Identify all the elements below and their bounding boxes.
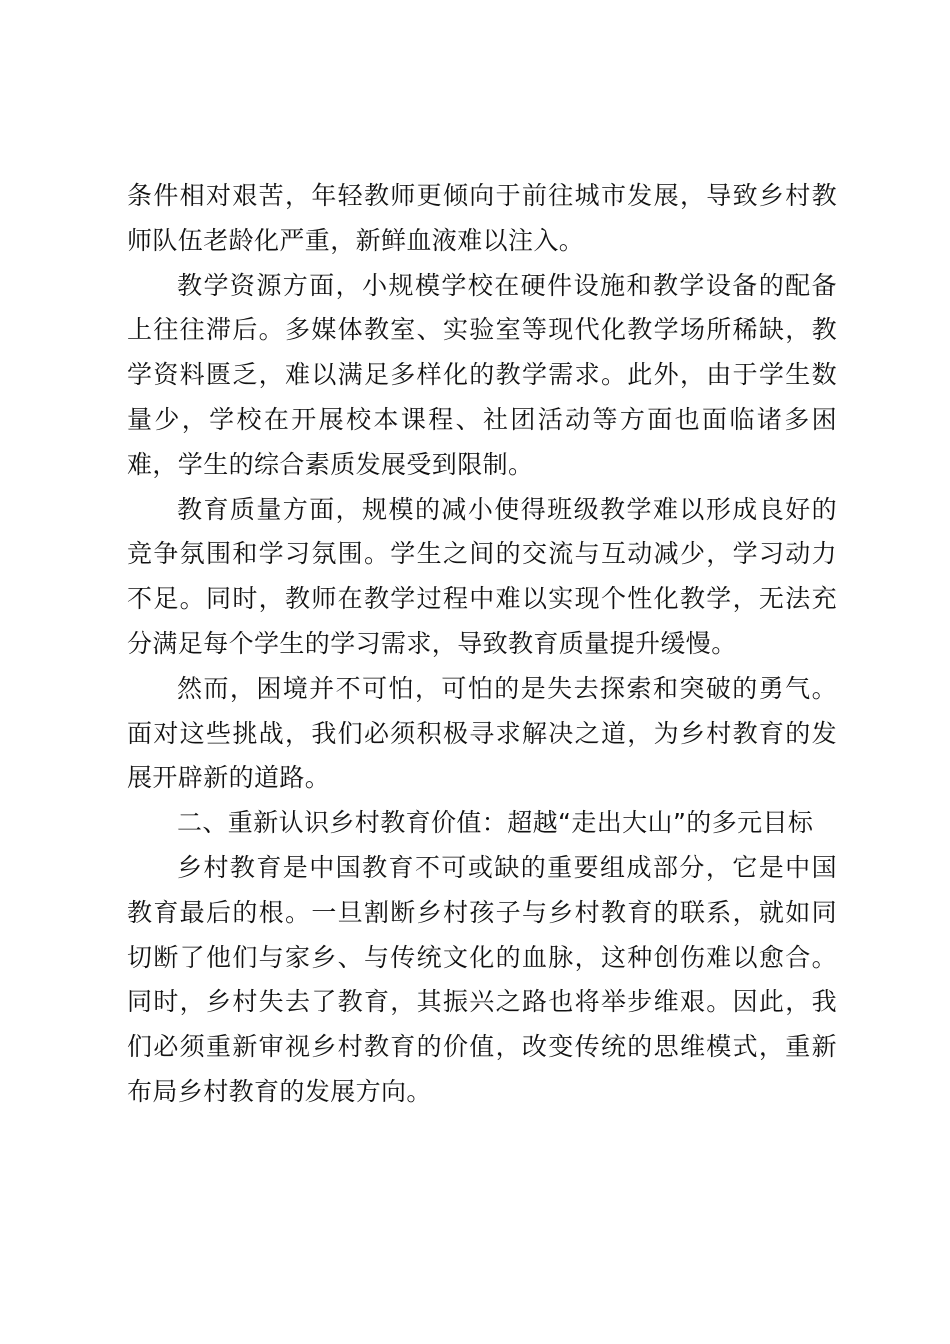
- paragraph-challenges: 然而，困境并不可怕，可怕的是失去探索和突破的勇气。面对这些挑战，我们必须积极寻求解决之道，为乡村教育的发展开辟新的道路。: [127, 673, 837, 793]
- paragraph-education-quality: 教育质量方面，规模的减小使得班级教学难以形成良好的竞争氛围和学习氛围。学生之间的交流与互动减少，学习动力不足。同时，教师在教学过程中难以实现个性化教学，无法充分满足每个学生的学习需求，导致教育质量提升缓慢。: [127, 494, 837, 658]
- paragraph-continuation: 条件相对艰苦，年轻教师更倾向于前往城市发展，导致乡村教师队伍老龄化严重，新鲜血液难以注入。: [127, 181, 837, 255]
- paragraph-teaching-resources: 教学资源方面，小规模学校在硬件设施和教学设备的配备上往往滞后。多媒体教室、实验室等现代化教学场所稀缺，教学资料匮乏，难以满足多样化的教学需求。此外，由于学生数量少，学校在开展校本课程、社团活动等方面也面临诸多困难，学生的综合素质发展受到限制。: [127, 270, 837, 479]
- paragraph-rural-education-value: 乡村教育是中国教育不可或缺的重要组成部分，它是中国教育最后的根。一旦割断乡村孩子与乡村教育的联系，就如同切断了他们与家乡、与传统文化的血脉，这种创伤难以愈合。同时，乡村失去了教育，其振兴之路也将举步维艰。因此，我们必须重新审视乡村教育的价值，改变传统的思维模式，重新布局乡村教育的发展方向。: [127, 852, 837, 1106]
- section-heading: 二、重新认识乡村教育价值：超越“走出大山”的多元目标: [177, 808, 814, 838]
- document-body: [127, 174, 837, 1115]
